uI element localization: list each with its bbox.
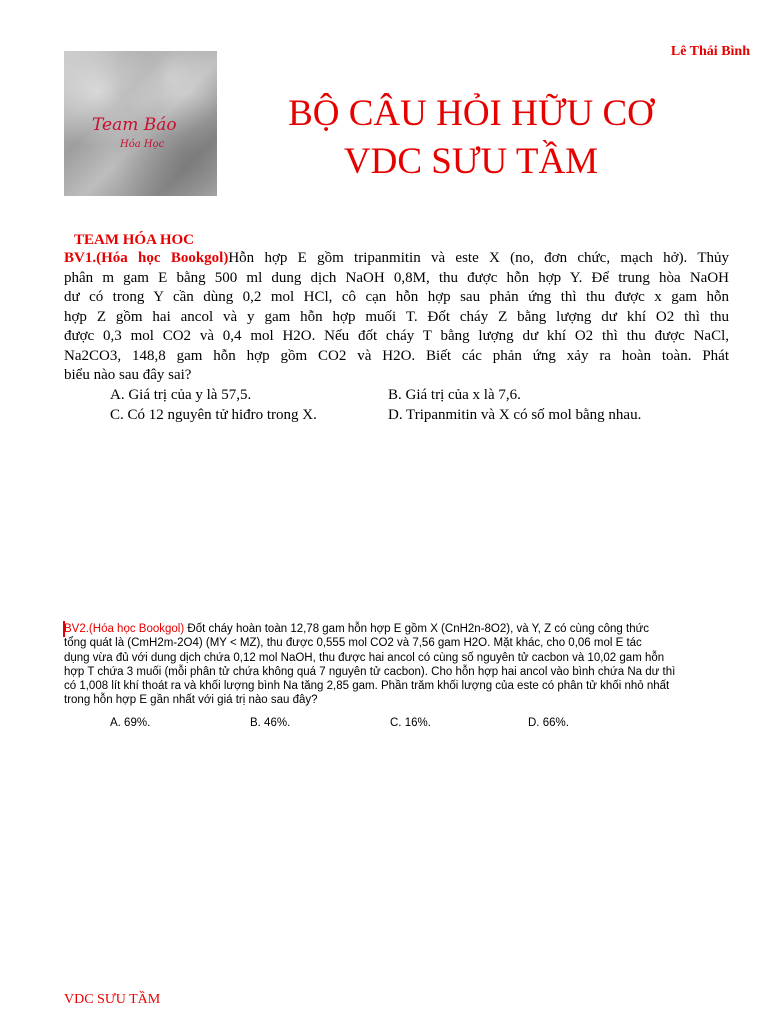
question-2-option-c: C. 16%. — [390, 717, 431, 729]
question-1-line: được 0,3 mol CO2 và 0,4 mol H2O. Nếu đốt cháy T bằng lượng dư khí O2 thì thu được NaCl, — [64, 328, 729, 344]
question-2 — [64, 622, 736, 708]
question-2-line: BV2.(Hóa học Bookgol) Đốt cháy hoàn toàn 12,78 gam hỗn hợp E gồm X (CnH2n-8O2), và Y, Z có cùng công thức — [64, 623, 650, 635]
question-1-line: phân m gam E bằng 500 ml dung dịch NaOH 0,8M, thu được hỗn hợp Y. Để trung hòa NaOH — [64, 269, 729, 286]
question-2-line: dụng vừa đủ với dung dịch chứa 0,12 mol NaOH, thu được hai ancol có cùng số nguyên tử cacbon và 10,02 gam hỗn — [64, 651, 665, 664]
question-2-label: BV2.(Hóa học Bookgol) — [64, 623, 185, 635]
team-logo — [64, 51, 217, 196]
question-2-option-b: B. 46%. — [250, 717, 291, 729]
question-2-line: có 1,008 lít khí thoát ra và khối lượng bình Na tăng 2,85 gam. Phần trăm khối lượng của este có phân tử khối nhỏ nhất — [64, 680, 670, 693]
page-title — [232, 90, 710, 186]
question-1 — [64, 249, 729, 386]
question-1-label: BV1.(Hóa học Bookgol) — [64, 250, 229, 266]
team-label: TEAM HÓA HOC — [74, 232, 195, 248]
question-1-option-b: B. Giá trị của x là 7,6. — [388, 387, 521, 403]
author-name: Lê Thái Bình — [670, 44, 750, 59]
question-1-option-d: D. Tripanmitin và X có số mol bằng nhau. — [388, 407, 642, 423]
question-1-line: dư có trong Y cần dùng 0,2 mol HCl, cô cạn hỗn hợp sau phản ứng thì thu được x gam hỗn — [64, 289, 729, 305]
logo-text-secondary: Hóa Học — [120, 139, 165, 150]
question-2-line: hợp T chứa 3 muối (mỗi phân tử chứa không quá 7 nguyên tử cacbon). Cho hỗn hợp hai ancol vào bình chứa Na dư thì — [64, 665, 676, 678]
title-line-1: BỘ CÂU HỎI HỮU CƠ — [288, 93, 654, 134]
question-2-option-a: A. 69%. — [110, 717, 151, 729]
question-2-line: tổng quát là (CmH2m-2O4) (MY < MZ), thu được 0,555 mol CO2 và 7,56 gam H2O. Mặt khác, cho 0,06 mol E tác — [64, 637, 642, 650]
question-1-option-c: C. Có 12 nguyên tử hiđro trong X. — [110, 407, 317, 423]
logo-text-primary: Team Báo — [92, 115, 177, 135]
question-1-line: hợp Z gồm hai ancol và y gam hỗn hợp muối T. Đốt cháy Z bằng lượng dư khí O2 thì thu — [64, 308, 729, 325]
question-1-option-a: A. Giá trị của y là 57,5. — [110, 387, 252, 403]
title-line-2: VDC SƯU TẦM — [343, 141, 599, 182]
question-2-option-d: D. 66%. — [528, 717, 569, 729]
question-1-line: Na2CO3, 148,8 gam hỗn hợp gồm CO2 và H2O. Biết các phản ứng xảy ra hoàn toàn. Phát — [64, 347, 729, 364]
question-1-line: biểu nào sau đây sai? — [64, 367, 192, 383]
footer-label: VDC SƯU TẦM — [64, 992, 161, 1007]
question-1-line: BV1.(Hóa học Bookgol)Hỗn hợp E gồm tripanmitin và este X (no, đơn chức, mạch hở). Thủy — [64, 250, 729, 266]
question-2-line: trong hỗn hợp E gần nhất với giá trị nào sau đây? — [64, 694, 318, 707]
